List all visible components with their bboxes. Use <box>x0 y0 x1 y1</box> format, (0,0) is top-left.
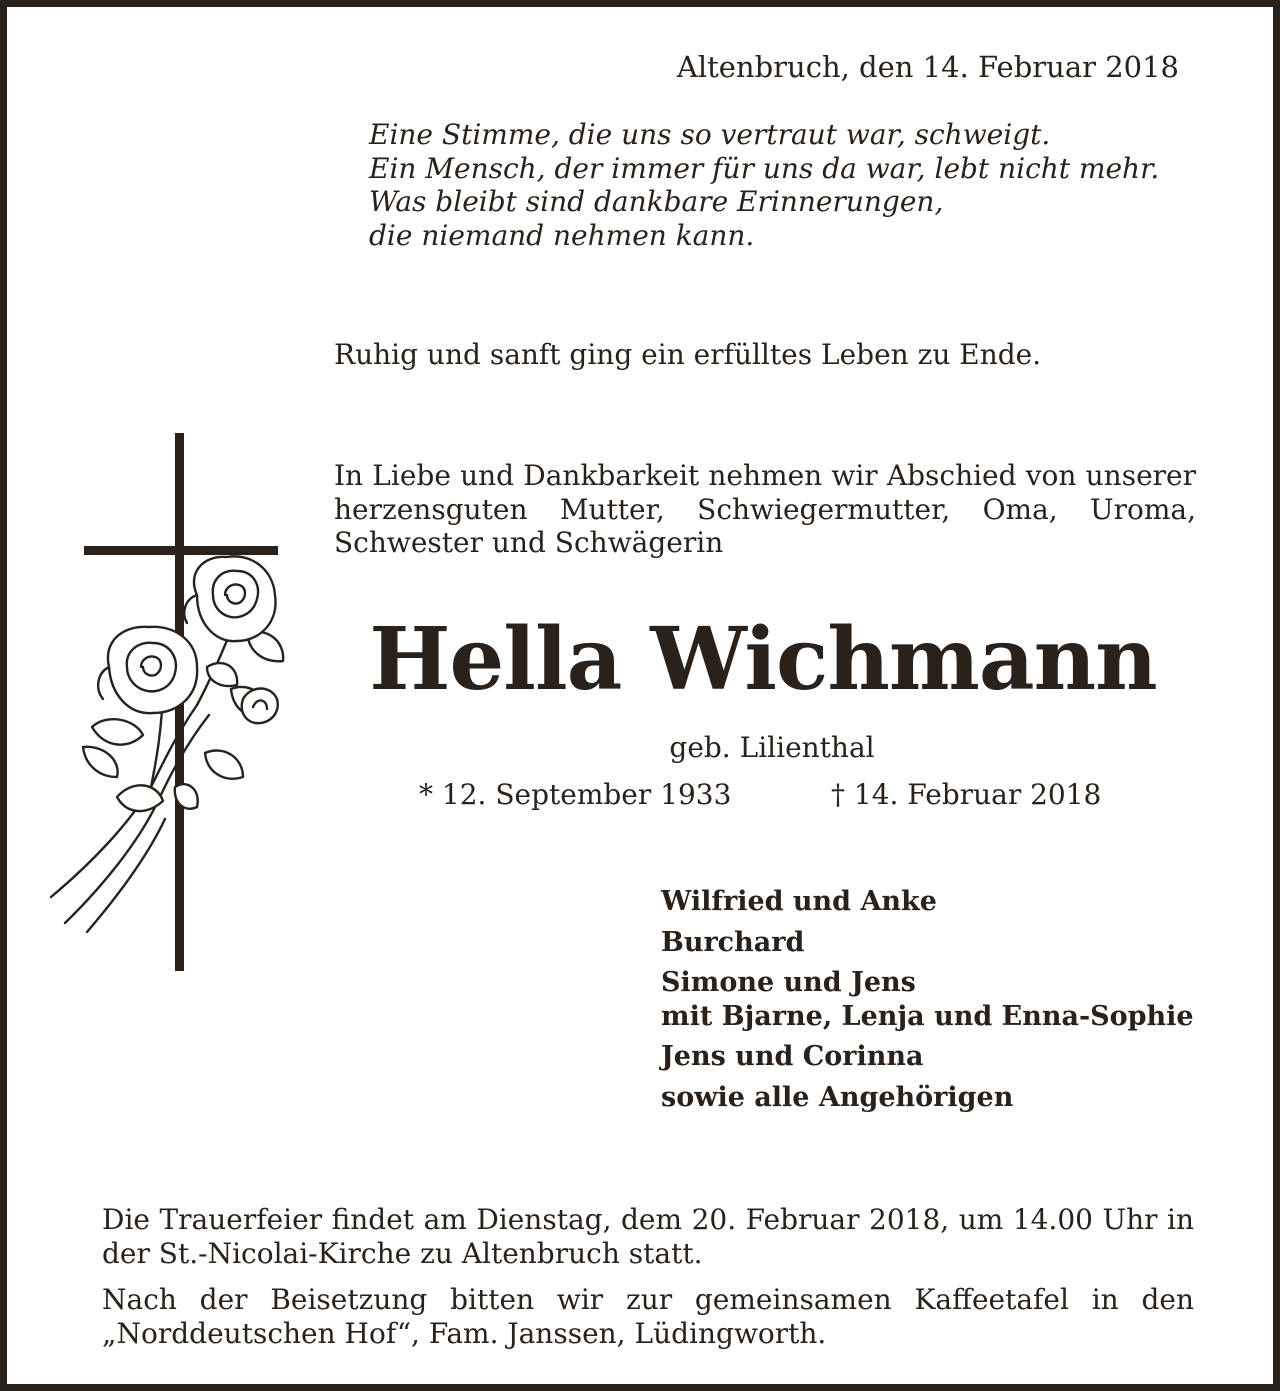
dateline: Altenbruch, den 14. Februar 2018 <box>676 50 1179 84</box>
mourners-list <box>661 885 1194 1114</box>
mourner-line: mit Bjarne, Lenja und Enna-Sophie <box>661 1000 1194 1032</box>
verse-line: Ein Mensch, der immer für uns da war, lebt nicht mehr. <box>369 151 1160 185</box>
maiden-name: geb. Lilienthal <box>669 731 875 764</box>
memorial-verse <box>369 118 1209 252</box>
mourner-line: Jens und Corinna <box>661 1041 924 1072</box>
mourner-line: Simone und Jens <box>661 967 916 998</box>
intro-sentence: Ruhig und sanft ging ein erfülltes Leben zu Ende. <box>334 338 1042 371</box>
deceased-name: Hella Wichmann <box>369 609 1157 710</box>
reception-notice: Nach der Beisetzung bitten wir zur gemeinsamen Kaffeetafel in den „Norddeutschen Hof“, Fam. Janssen, Lüdingworth. <box>102 1283 1194 1350</box>
farewell-paragraph: In Liebe und Dankbarkeit nehmen wir Abschied von unserer herzensguten Mutter, Schwiegermutter, Oma, Uroma, Schwester und Schwägerin <box>334 459 1196 559</box>
funeral-notice: Die Trauerfeier findet am Dienstag, dem 20. Februar 2018, um 14.00 Uhr in der St.-Nicolai-Kirche zu Altenbruch statt. <box>102 1203 1194 1270</box>
mourner-line: Wilfried und Anke <box>661 886 937 917</box>
verse-line: die niemand nehmen kann. <box>369 218 755 252</box>
death-date: † 14. Februar 2018 <box>831 778 1102 811</box>
verse-line: Was bleibt sind dankbare Erinnerungen, <box>369 185 944 218</box>
verse-line: Eine Stimme, die uns so vertraut war, schweigt. <box>369 118 1051 151</box>
birth-date: * 12. September 1933 <box>419 778 732 811</box>
mourner-line: sowie alle Angehörigen <box>661 1081 1014 1113</box>
cross-with-roses-icon <box>47 427 297 977</box>
mourner-line: Burchard <box>661 926 805 958</box>
